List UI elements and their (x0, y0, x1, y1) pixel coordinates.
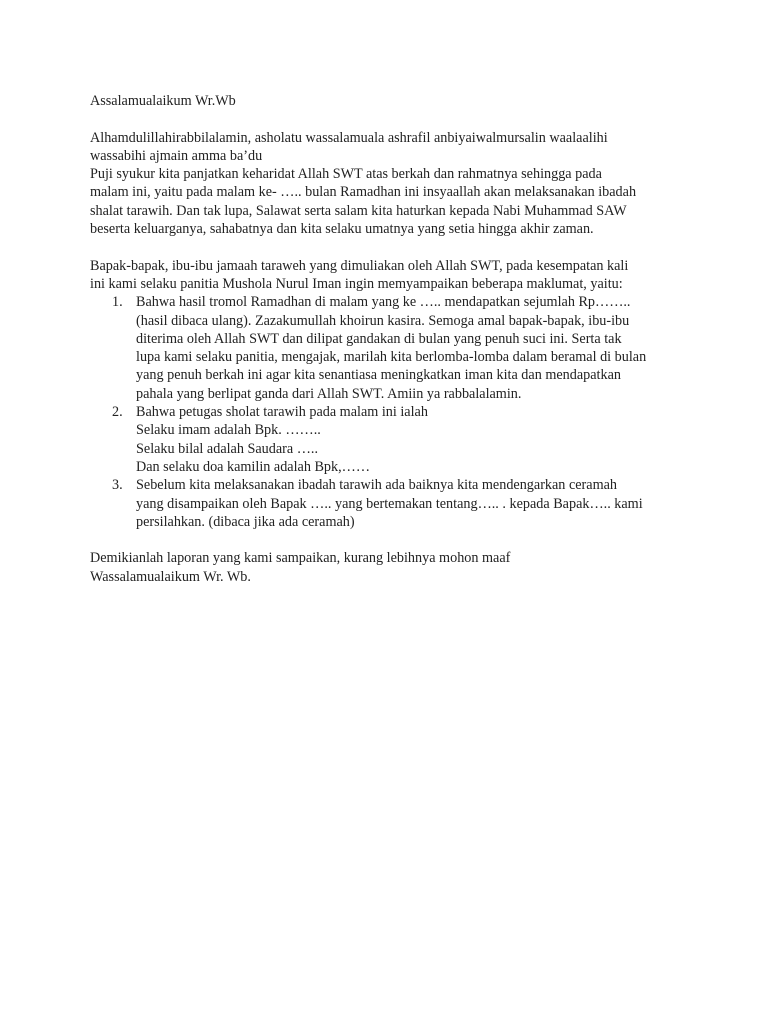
list-item-line: Selaku bilal adalah Saudara ….. (136, 440, 319, 457)
list-item-line: yang disampaikan oleh Bapak ….. yang bertemakan tentang….. . kepada Bapak….. kami (136, 495, 643, 512)
paragraph-gap (90, 110, 690, 128)
paragraph-gap (90, 238, 690, 256)
closing-line: Wassalamualaikum Wr. Wb. (90, 568, 251, 585)
list-item-line: lupa kami selaku panitia, mengajak, marilah kita berlomba-lomba dalam beramal di bulan (136, 349, 647, 366)
list-item-number: 3. (112, 477, 123, 494)
list-item (90, 293, 690, 403)
list-item-line: persilahkan. (dibaca jika ada ceramah) (136, 513, 355, 530)
announcement-paragraph (90, 257, 690, 294)
intro-line: wassabihi ajmain amma ba’du (90, 147, 263, 164)
intro-line: beserta keluarganya, sahabatnya dan kita selaku umatnya yang setia hingga akhir zaman. (90, 221, 594, 238)
announcement-line: Bapak-bapak, ibu-ibu jamaah taraweh yang dimuliakan oleh Allah SWT, pada kesempatan kali (90, 257, 629, 274)
closing-paragraph (90, 549, 690, 586)
list-item-line: pahala yang berlipat ganda dari Allah SWT. Amiin ya rabbalalamin. (136, 385, 522, 402)
list-item-line: Selaku imam adalah Bpk. …….. (136, 422, 321, 439)
list-item-line: (hasil dibaca ulang). Zazakumullah khoirun kasira. Semoga amal bapak-bapak, ibu-ibu (136, 312, 630, 329)
list-item-number: 2. (112, 404, 123, 421)
greeting: Assalamualaikum Wr.Wb (90, 93, 236, 109)
intro-line: Alhamdulillahirabbilalamin, asholatu wassalamuala ashrafil anbiyaiwalmursalin waalaalihi (90, 129, 608, 146)
list-item (90, 403, 690, 476)
closing-line: Demikianlah laporan yang kami sampaikan, kurang lebihnya mohon maaf (90, 550, 511, 567)
list-item (90, 476, 690, 531)
intro-paragraph (90, 129, 690, 239)
list-item-line: yang penuh berkah ini agar kita senantiasa meningkatkan iman kita dan mendapatkan (136, 367, 621, 384)
announcement-line: ini kami selaku panitia Mushola Nurul Iman ingin memyampaikan beberapa maklumat, yaitu: (90, 275, 623, 292)
intro-line: shalat tarawih. Dan tak lupa, Salawat serta salam kita haturkan kepada Nabi Muhammad SAW (90, 202, 627, 219)
intro-line: Puji syukur kita panjatkan keharidat Allah SWT atas berkah dan rahmatnya sehingga pada (90, 166, 602, 183)
paragraph-gap (90, 531, 690, 549)
intro-line: malam ini, yaitu pada malam ke- ….. bulan Ramadhan ini insyaallah akan melaksanakan ibadah (90, 184, 637, 201)
list-item-line: Bahwa hasil tromol Ramadhan di malam yang ke ….. mendapatkan sejumlah Rp…….. (136, 294, 631, 311)
list-item-line: Bahwa petugas sholat tarawih pada malam ini ialah (136, 404, 428, 421)
document-body (90, 92, 690, 586)
list-item-line: Sebelum kita melaksanakan ibadah tarawih ada baiknya kita mendengarkan ceramah (136, 477, 617, 494)
list-item-line: diterima oleh Allah SWT dan dilipat gandakan di bulan yang penuh suci ini. Serta tak (136, 330, 622, 347)
list-item-number: 1. (112, 294, 123, 311)
list-item-line: Dan selaku doa kamilin adalah Bpk,…… (136, 458, 371, 475)
announcement-list (90, 293, 690, 531)
